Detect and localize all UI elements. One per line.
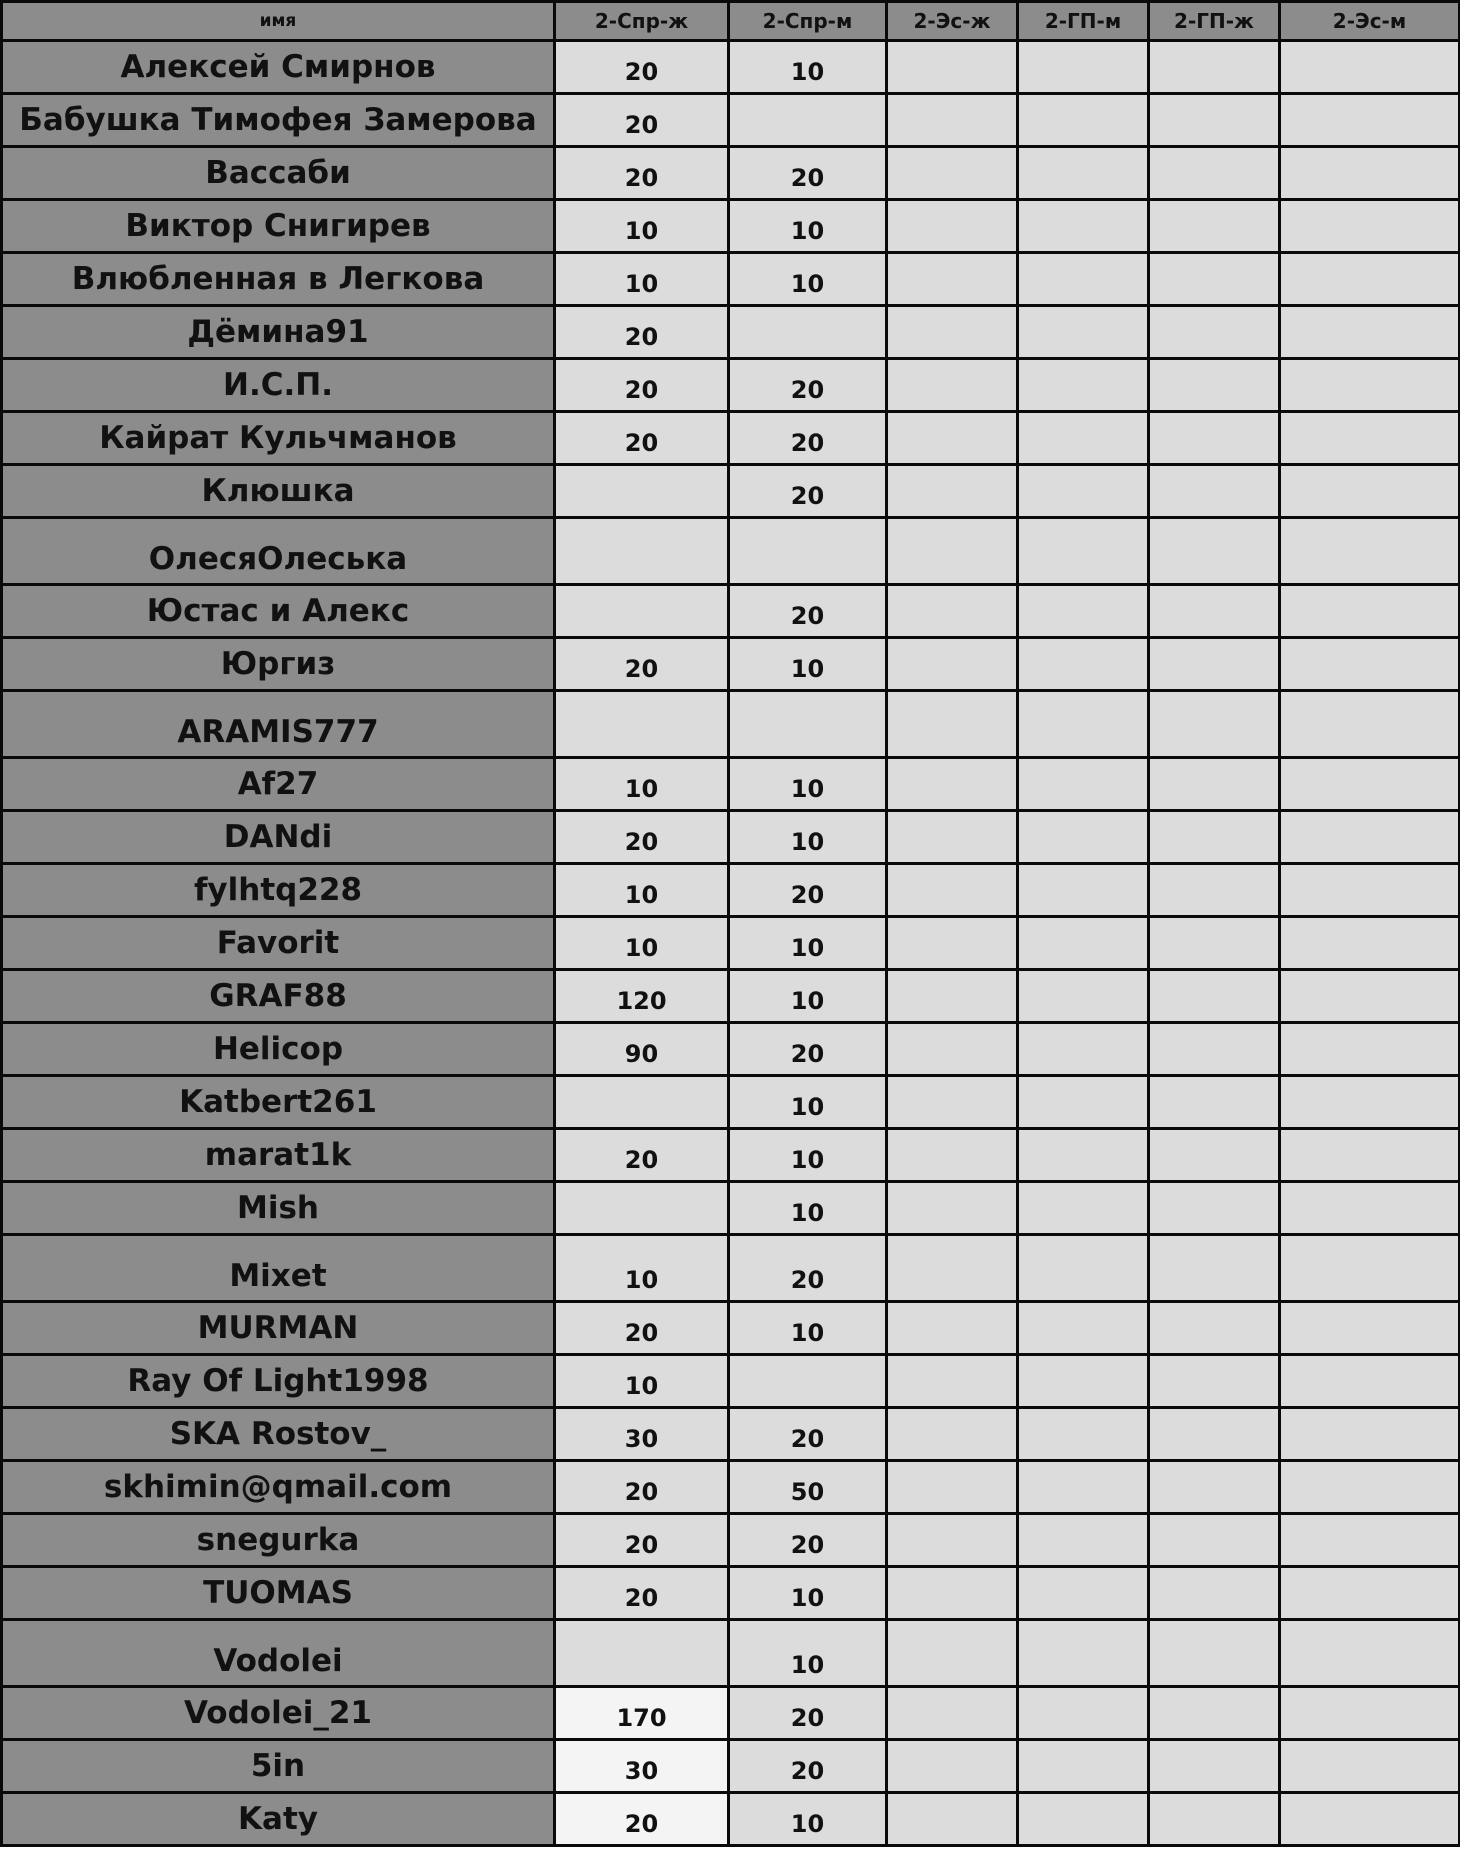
participant-name-cell[interactable]: Юстас и Алекс: [2, 585, 555, 638]
score-cell[interactable]: [1280, 1302, 1460, 1355]
score-cell[interactable]: 10: [729, 1620, 887, 1687]
score-cell[interactable]: 10: [729, 1129, 887, 1182]
score-cell[interactable]: [1018, 1302, 1149, 1355]
score-cell[interactable]: [1149, 811, 1280, 864]
score-cell[interactable]: [1018, 41, 1149, 94]
score-cell[interactable]: [1149, 518, 1280, 585]
score-cell[interactable]: [1018, 1620, 1149, 1687]
score-cell[interactable]: [1280, 758, 1460, 811]
participant-name-cell[interactable]: Алексей Смирнов: [2, 41, 555, 94]
score-cell[interactable]: [887, 147, 1018, 200]
participant-name-cell[interactable]: И.С.П.: [2, 359, 555, 412]
table-row: [2, 1567, 1460, 1620]
score-cell[interactable]: 10: [729, 1793, 887, 1846]
score-cell[interactable]: [1018, 1182, 1149, 1235]
participant-name-cell[interactable]: Af27: [2, 758, 555, 811]
score-cell[interactable]: [1280, 1129, 1460, 1182]
table-row: [2, 758, 1460, 811]
score-cell[interactable]: 20: [729, 1687, 887, 1740]
score-cell[interactable]: 20: [555, 1567, 729, 1620]
score-cell[interactable]: [1280, 1408, 1460, 1461]
score-cell[interactable]: [1149, 1514, 1280, 1567]
score-cell[interactable]: 20: [729, 1740, 887, 1793]
score-cell[interactable]: [887, 970, 1018, 1023]
table-row: [2, 585, 1460, 638]
score-cell[interactable]: [1018, 253, 1149, 306]
table-row: [2, 518, 1460, 585]
score-cell[interactable]: 10: [555, 917, 729, 970]
score-cell[interactable]: [1280, 1567, 1460, 1620]
participant-name-cell[interactable]: Бабушка Тимофея Замерова: [2, 94, 555, 147]
score-cell[interactable]: [887, 1687, 1018, 1740]
score-cell[interactable]: [887, 864, 1018, 917]
score-cell[interactable]: [1149, 200, 1280, 253]
score-cell[interactable]: [1018, 811, 1149, 864]
participant-name-cell[interactable]: SKA Rostov_: [2, 1408, 555, 1461]
score-cell[interactable]: [887, 811, 1018, 864]
score-cell[interactable]: 10: [729, 1567, 887, 1620]
score-cell[interactable]: [1280, 518, 1460, 585]
score-cell[interactable]: [1280, 465, 1460, 518]
score-cell[interactable]: [1018, 691, 1149, 758]
table-body: [2, 41, 1460, 1846]
score-cell[interactable]: [1280, 864, 1460, 917]
score-cell[interactable]: [887, 253, 1018, 306]
score-cell[interactable]: [1280, 970, 1460, 1023]
participant-name-cell[interactable]: Вассаби: [2, 147, 555, 200]
score-cell[interactable]: 20: [729, 1408, 887, 1461]
score-cell[interactable]: 10: [729, 811, 887, 864]
participant-name-cell[interactable]: Katy: [2, 1793, 555, 1846]
score-cell[interactable]: [1280, 1514, 1460, 1567]
table-row: [2, 1076, 1460, 1129]
score-cell[interactable]: 10: [729, 1076, 887, 1129]
table-row: [2, 465, 1460, 518]
score-cell[interactable]: 10: [729, 1182, 887, 1235]
table-row: [2, 412, 1460, 465]
score-cell[interactable]: [1149, 147, 1280, 200]
participant-name-cell[interactable]: Katbert261: [2, 1076, 555, 1129]
participant-name-cell[interactable]: Кайрат Кульчманов: [2, 412, 555, 465]
score-cell[interactable]: [1018, 1076, 1149, 1129]
score-cell[interactable]: [555, 585, 729, 638]
score-cell[interactable]: [1149, 1740, 1280, 1793]
score-cell[interactable]: [1018, 1355, 1149, 1408]
participant-name-cell[interactable]: MURMAN: [2, 1302, 555, 1355]
score-cell[interactable]: [1280, 691, 1460, 758]
score-cell[interactable]: 20: [555, 306, 729, 359]
score-cell[interactable]: 20: [555, 638, 729, 691]
score-cell[interactable]: [887, 465, 1018, 518]
score-cell[interactable]: [887, 1567, 1018, 1620]
score-cell[interactable]: [1018, 758, 1149, 811]
score-cell[interactable]: [729, 306, 887, 359]
header-name[interactable]: имя: [2, 2, 555, 41]
table-row: [2, 1182, 1460, 1235]
score-cell[interactable]: [887, 94, 1018, 147]
score-cell[interactable]: [1018, 864, 1149, 917]
score-cell[interactable]: [887, 306, 1018, 359]
score-cell[interactable]: 20: [555, 1302, 729, 1355]
header-2-gp-zh[interactable]: 2-ГП-ж: [1149, 2, 1280, 41]
score-cell[interactable]: [729, 518, 887, 585]
score-cell[interactable]: [887, 1740, 1018, 1793]
score-cell[interactable]: 10: [555, 758, 729, 811]
participant-name-cell[interactable]: Клюшка: [2, 465, 555, 518]
table-row: [2, 1461, 1460, 1514]
score-cell[interactable]: [1149, 306, 1280, 359]
score-cell[interactable]: [887, 585, 1018, 638]
table-row: [2, 917, 1460, 970]
participant-name-cell[interactable]: Ray Of Light1998: [2, 1355, 555, 1408]
table-row: [2, 1620, 1460, 1687]
score-cell[interactable]: [1149, 1235, 1280, 1302]
score-cell[interactable]: [1280, 917, 1460, 970]
score-cell[interactable]: [1280, 94, 1460, 147]
table-row: [2, 1302, 1460, 1355]
score-cell[interactable]: [1149, 1023, 1280, 1076]
score-cell[interactable]: [887, 1514, 1018, 1567]
score-cell[interactable]: [887, 1620, 1018, 1687]
table-row: [2, 147, 1460, 200]
score-cell[interactable]: 20: [729, 465, 887, 518]
score-cell[interactable]: [1149, 1620, 1280, 1687]
score-cell[interactable]: [887, 41, 1018, 94]
table-row: [2, 1408, 1460, 1461]
participant-name-cell[interactable]: ОлесяОлеська: [2, 518, 555, 585]
score-cell[interactable]: [887, 1461, 1018, 1514]
score-cell[interactable]: 20: [555, 1129, 729, 1182]
participant-name-cell[interactable]: GRAF88: [2, 970, 555, 1023]
table-row: [2, 1793, 1460, 1846]
participant-name-cell[interactable]: Влюбленная в Легкова: [2, 253, 555, 306]
table-row: [2, 811, 1460, 864]
score-cell[interactable]: [1018, 359, 1149, 412]
participant-name-cell[interactable]: Vodolei: [2, 1620, 555, 1687]
score-cell[interactable]: [1018, 1687, 1149, 1740]
score-cell[interactable]: [1149, 1461, 1280, 1514]
participant-name-cell[interactable]: 5in: [2, 1740, 555, 1793]
score-cell[interactable]: [887, 1302, 1018, 1355]
participant-name-cell[interactable]: Дёмина91: [2, 306, 555, 359]
score-cell[interactable]: 170: [555, 1687, 729, 1740]
score-cell[interactable]: 20: [555, 94, 729, 147]
score-cell[interactable]: [1149, 412, 1280, 465]
score-cell[interactable]: 10: [729, 917, 887, 970]
score-cell[interactable]: 20: [729, 1235, 887, 1302]
score-cell[interactable]: [887, 1793, 1018, 1846]
table-row: [2, 1235, 1460, 1302]
score-cell[interactable]: [1149, 917, 1280, 970]
participant-name-cell[interactable]: skhimin@qmail.com: [2, 1461, 555, 1514]
score-cell[interactable]: [1280, 253, 1460, 306]
score-cell[interactable]: 10: [729, 1302, 887, 1355]
table-row: [2, 1740, 1460, 1793]
score-cell[interactable]: 20: [555, 1793, 729, 1846]
score-cell[interactable]: 20: [729, 1023, 887, 1076]
score-cell[interactable]: [1280, 638, 1460, 691]
score-cell[interactable]: [1280, 306, 1460, 359]
score-cell[interactable]: [1149, 359, 1280, 412]
score-cell[interactable]: [1280, 359, 1460, 412]
score-cell[interactable]: [1280, 1461, 1460, 1514]
score-cell[interactable]: [1149, 1567, 1280, 1620]
score-cell[interactable]: 20: [555, 359, 729, 412]
score-cell[interactable]: [1149, 1687, 1280, 1740]
table-row: [2, 1514, 1460, 1567]
participant-name-cell[interactable]: Mixet: [2, 1235, 555, 1302]
score-cell[interactable]: [729, 1355, 887, 1408]
score-cell[interactable]: 10: [555, 253, 729, 306]
table-row: [2, 970, 1460, 1023]
score-cell[interactable]: [887, 638, 1018, 691]
score-cell[interactable]: 20: [555, 1461, 729, 1514]
score-cell[interactable]: [887, 1235, 1018, 1302]
participant-name-cell[interactable]: Виктор Снигирев: [2, 200, 555, 253]
score-cell[interactable]: [1280, 41, 1460, 94]
score-cell[interactable]: [555, 1076, 729, 1129]
score-cell[interactable]: [887, 1408, 1018, 1461]
score-cell[interactable]: [1018, 518, 1149, 585]
score-cell[interactable]: [1018, 147, 1149, 200]
header-2-gp-m[interactable]: 2-ГП-м: [1018, 2, 1149, 41]
score-cell[interactable]: [1018, 1567, 1149, 1620]
score-cell[interactable]: [1149, 1302, 1280, 1355]
table-row: [2, 94, 1460, 147]
participant-name-cell[interactable]: ARAMIS777: [2, 691, 555, 758]
score-cell[interactable]: [1280, 585, 1460, 638]
score-cell[interactable]: [1018, 970, 1149, 1023]
table-row: [2, 200, 1460, 253]
score-cell[interactable]: [1018, 200, 1149, 253]
score-cell[interactable]: 10: [729, 758, 887, 811]
table-row: [2, 1129, 1460, 1182]
score-cell[interactable]: [1149, 1129, 1280, 1182]
score-cell[interactable]: [887, 1182, 1018, 1235]
score-cell[interactable]: 20: [729, 1514, 887, 1567]
score-cell[interactable]: [887, 1355, 1018, 1408]
score-cell[interactable]: [887, 1076, 1018, 1129]
table-row: [2, 306, 1460, 359]
score-cell[interactable]: [555, 1620, 729, 1687]
header-row: [2, 2, 1460, 41]
score-cell[interactable]: [1280, 1687, 1460, 1740]
score-cell[interactable]: [1149, 94, 1280, 147]
score-cell[interactable]: [1149, 970, 1280, 1023]
participant-name-cell[interactable]: Vodolei_21: [2, 1687, 555, 1740]
score-cell[interactable]: 10: [555, 1355, 729, 1408]
score-cell[interactable]: [887, 691, 1018, 758]
score-cell[interactable]: 20: [555, 1514, 729, 1567]
score-cell[interactable]: 20: [729, 864, 887, 917]
score-cell[interactable]: [555, 518, 729, 585]
score-cell[interactable]: [1149, 1076, 1280, 1129]
score-cell[interactable]: [1280, 412, 1460, 465]
table-row: [2, 864, 1460, 917]
table-row: [2, 1687, 1460, 1740]
score-cell[interactable]: 10: [729, 253, 887, 306]
score-cell[interactable]: 30: [555, 1740, 729, 1793]
score-cell[interactable]: [1149, 1182, 1280, 1235]
score-cell[interactable]: [1280, 1182, 1460, 1235]
score-cell[interactable]: [1149, 758, 1280, 811]
header-2-spr-zh[interactable]: 2-Спр-ж: [555, 2, 729, 41]
score-cell[interactable]: [555, 465, 729, 518]
score-cell[interactable]: [887, 1023, 1018, 1076]
score-cell[interactable]: 50: [729, 1461, 887, 1514]
score-cell[interactable]: 20: [555, 412, 729, 465]
score-cell[interactable]: [1280, 1076, 1460, 1129]
score-cell[interactable]: [1149, 1355, 1280, 1408]
score-cell[interactable]: 120: [555, 970, 729, 1023]
score-cell[interactable]: [1149, 1793, 1280, 1846]
score-cell[interactable]: [1280, 1235, 1460, 1302]
score-cell[interactable]: 20: [729, 585, 887, 638]
table-row: [2, 691, 1460, 758]
score-cell[interactable]: [1018, 1461, 1149, 1514]
score-cell[interactable]: 20: [729, 359, 887, 412]
score-cell[interactable]: [555, 691, 729, 758]
table-row: [2, 359, 1460, 412]
score-cell[interactable]: [887, 359, 1018, 412]
score-cell[interactable]: 20: [729, 147, 887, 200]
score-cell[interactable]: [1280, 1620, 1460, 1687]
score-cell[interactable]: [1149, 691, 1280, 758]
table-row: [2, 41, 1460, 94]
score-cell[interactable]: [1018, 917, 1149, 970]
score-cell[interactable]: [1018, 1514, 1149, 1567]
score-cell[interactable]: [1280, 1793, 1460, 1846]
score-cell[interactable]: 20: [555, 147, 729, 200]
score-cell[interactable]: [1149, 253, 1280, 306]
score-cell[interactable]: [1018, 1408, 1149, 1461]
score-cell[interactable]: [1018, 465, 1149, 518]
score-cell[interactable]: 10: [729, 970, 887, 1023]
score-cell[interactable]: [887, 412, 1018, 465]
header-2-es-zh[interactable]: 2-Эс-ж: [887, 2, 1018, 41]
score-cell[interactable]: [887, 200, 1018, 253]
table-row: [2, 638, 1460, 691]
score-cell[interactable]: [887, 758, 1018, 811]
participant-name-cell[interactable]: fylhtq228: [2, 864, 555, 917]
participant-name-cell[interactable]: Юргиз: [2, 638, 555, 691]
score-cell[interactable]: [1018, 1235, 1149, 1302]
participant-name-cell[interactable]: snegurka: [2, 1514, 555, 1567]
score-cell[interactable]: 10: [555, 864, 729, 917]
score-cell[interactable]: 90: [555, 1023, 729, 1076]
score-cell[interactable]: [1149, 41, 1280, 94]
score-cell[interactable]: [1280, 1740, 1460, 1793]
score-cell[interactable]: [887, 917, 1018, 970]
score-cell[interactable]: [1018, 1129, 1149, 1182]
score-cell[interactable]: [887, 518, 1018, 585]
participant-name-cell[interactable]: Helicop: [2, 1023, 555, 1076]
score-cell[interactable]: 20: [555, 41, 729, 94]
score-cell[interactable]: [1280, 1023, 1460, 1076]
score-cell[interactable]: 10: [729, 41, 887, 94]
participant-name-cell[interactable]: TUOMAS: [2, 1567, 555, 1620]
score-cell[interactable]: [555, 1182, 729, 1235]
score-cell[interactable]: [1149, 585, 1280, 638]
score-cell[interactable]: [1149, 1408, 1280, 1461]
participant-name-cell[interactable]: DANdi: [2, 811, 555, 864]
score-cell[interactable]: [1018, 412, 1149, 465]
participant-name-cell[interactable]: marat1k: [2, 1129, 555, 1182]
score-cell[interactable]: [1280, 1355, 1460, 1408]
header-2-es-m[interactable]: 2-Эс-м: [1280, 2, 1460, 41]
score-cell[interactable]: [1149, 864, 1280, 917]
table-row: [2, 1023, 1460, 1076]
header-2-spr-m[interactable]: 2-Спр-м: [729, 2, 887, 41]
score-cell[interactable]: [729, 691, 887, 758]
table-row: [2, 253, 1460, 306]
score-cell[interactable]: 30: [555, 1408, 729, 1461]
participant-name-cell[interactable]: Favorit: [2, 917, 555, 970]
score-cell[interactable]: 10: [729, 638, 887, 691]
score-cell[interactable]: 20: [555, 811, 729, 864]
score-cell[interactable]: [1149, 465, 1280, 518]
score-cell[interactable]: [1018, 1793, 1149, 1846]
score-cell[interactable]: [1149, 638, 1280, 691]
participant-name-cell[interactable]: Mish: [2, 1182, 555, 1235]
score-cell[interactable]: [1280, 200, 1460, 253]
score-cell[interactable]: [1018, 585, 1149, 638]
score-cell[interactable]: [887, 1129, 1018, 1182]
score-cell[interactable]: [1018, 94, 1149, 147]
score-cell[interactable]: 20: [729, 412, 887, 465]
score-cell[interactable]: 10: [555, 200, 729, 253]
score-cell[interactable]: [1018, 306, 1149, 359]
score-cell[interactable]: [1280, 811, 1460, 864]
score-cell[interactable]: 10: [729, 200, 887, 253]
score-cell[interactable]: [1280, 147, 1460, 200]
score-cell[interactable]: [1018, 1740, 1149, 1793]
score-cell[interactable]: [1018, 1023, 1149, 1076]
score-cell[interactable]: 10: [555, 1235, 729, 1302]
score-cell[interactable]: [729, 94, 887, 147]
score-cell[interactable]: [1018, 638, 1149, 691]
table-row: [2, 1355, 1460, 1408]
